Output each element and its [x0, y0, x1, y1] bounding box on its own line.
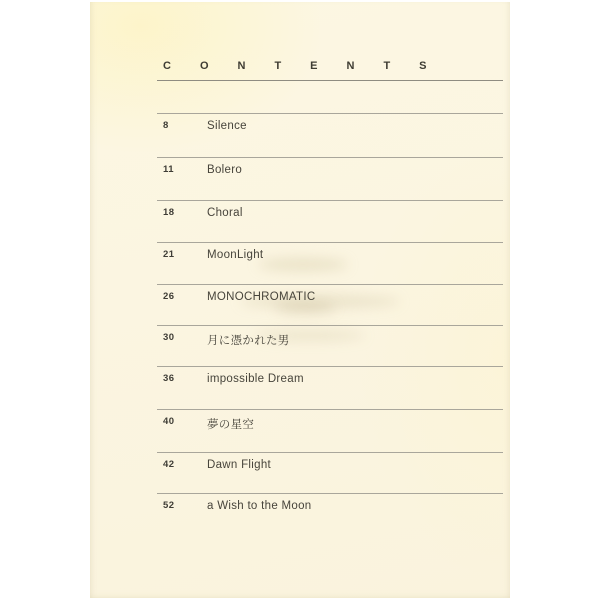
toc-entry-title: Bolero [207, 164, 243, 176]
toc-row [157, 284, 503, 327]
toc-row [157, 113, 503, 156]
toc-row [157, 200, 503, 243]
toc-row [157, 325, 503, 368]
toc-entry-page-number: 42 [163, 459, 175, 470]
toc-entry-title: MoonLight [207, 249, 264, 261]
toc-row [157, 242, 503, 285]
toc-entry-title: Silence [207, 120, 247, 132]
toc-row [157, 493, 503, 536]
toc-entry-title: MONOCHROMATIC [207, 291, 316, 303]
toc-entry-title: a Wish to the Moon [207, 500, 312, 512]
toc-entry-page-number: 8 [163, 120, 169, 131]
toc-row [157, 409, 503, 452]
toc-row [157, 157, 503, 200]
toc-row [157, 452, 503, 495]
toc-entry-page-number: 18 [163, 207, 175, 218]
toc-entry-title: impossible Dream [207, 373, 304, 385]
toc-entry-page-number: 11 [163, 164, 175, 175]
toc-entry-title: Choral [207, 207, 243, 219]
toc-entry-page-number: 21 [163, 249, 175, 260]
toc-entry-page-number: 40 [163, 416, 175, 427]
contents-title: CONTENTS [163, 60, 456, 72]
toc-entry-page-number: 30 [163, 332, 175, 343]
toc-entry-page-number: 26 [163, 291, 175, 302]
toc-entry-page-number: 36 [163, 373, 175, 384]
toc-row [157, 366, 503, 409]
book-page [90, 2, 510, 598]
toc-entry-page-number: 52 [163, 500, 175, 511]
toc-entry-title: Dawn Flight [207, 459, 272, 471]
contents-title-rule [157, 80, 503, 81]
toc-entry-title: 夢の星空 [207, 419, 255, 431]
toc-entry-title: 月に憑かれた男 [207, 335, 290, 347]
